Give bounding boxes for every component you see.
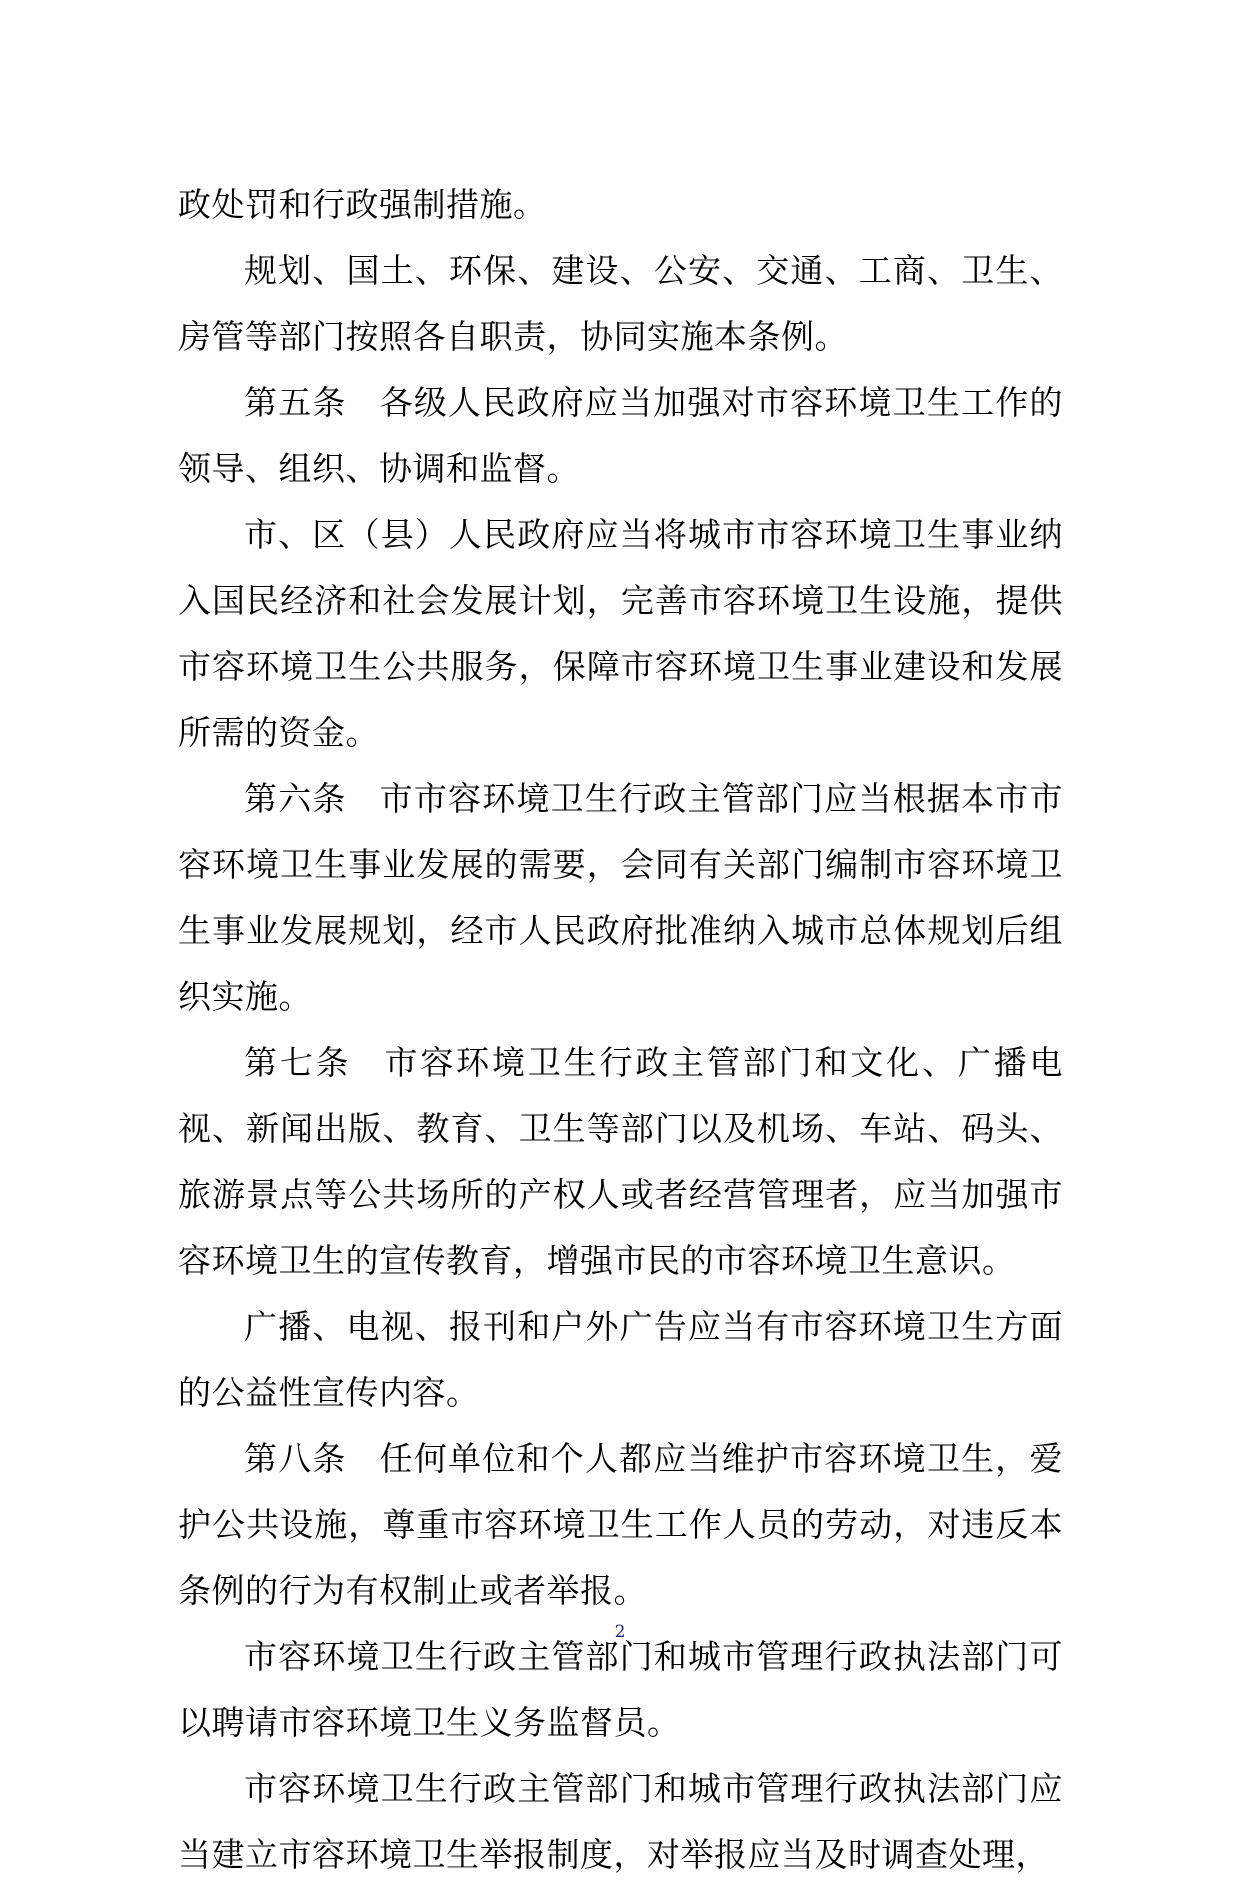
paragraph-text: 政处罚和行政强制措施。: [178, 185, 547, 224]
article-number: 第五条: [244, 383, 347, 422]
article-number: 第八条: [244, 1439, 347, 1478]
paragraph-text: 任何单位和个人都应当维护市容环境卫生，爱护公共设施，尊重市容环境卫生工作人员的劳动，对违反本条例的行为有权制止或者举报。: [178, 1439, 1064, 1610]
paragraph-1: [178, 172, 1063, 238]
paragraph-3: [178, 370, 1063, 502]
paragraph-10: [178, 1756, 1063, 1888]
paragraph-6: [178, 1030, 1063, 1294]
page-number: 2: [614, 1622, 626, 1642]
article-number: 第六条: [244, 779, 347, 818]
paragraph-text: 市市容环境卫生行政主管部门应当根据本市市容环境卫生事业发展的需要，会同有关部门编制市容环境卫生事业发展规划，经市人民政府批准纳入城市总体规划后组织实施。: [178, 779, 1064, 1016]
paragraph-text: 市容环境卫生行政主管部门和城市管理行政执法部门可以聘请市容环境卫生义务监督员。: [178, 1637, 1063, 1742]
paragraph-text: 广播、电视、报刊和户外广告应当有市容环境卫生方面的公益性宣传内容。: [178, 1307, 1063, 1412]
paragraph-9: [178, 1624, 1063, 1756]
paragraph-7: [178, 1294, 1063, 1426]
paragraph-text: 规划、国土、环保、建设、公安、交通、工商、卫生、房管等部门按照各自职责，协同实施本条例。: [178, 251, 1063, 356]
paragraph-text: 市容环境卫生行政主管部门和城市管理行政执法部门应当建立市容环境卫生举报制度，对举报应当及时调查处理，: [178, 1769, 1063, 1874]
paragraph-text: 市容环境卫生行政主管部门和文化、广播电视、新闻出版、教育、卫生等部门以及机场、车站、码头、旅游景点等公共场所的产权人或者经营管理者，应当加强市容环境卫生的宣传教育，增强市民的市容环境卫生意识。: [178, 1043, 1063, 1280]
paragraph-4: [178, 502, 1063, 766]
paragraph-text: 各级人民政府应当加强对市容环境卫生工作的领导、组织、协调和监督。: [178, 383, 1064, 488]
paragraph-8: [178, 1426, 1063, 1624]
article-number: 第七条: [244, 1043, 352, 1082]
paragraph-2: [178, 238, 1063, 370]
paragraph-text: 市、区（县）人民政府应当将城市市容环境卫生事业纳入国民经济和社会发展计划，完善市容环境卫生设施，提供市容环境卫生公共服务，保障市容环境卫生事业建设和发展所需的资金。: [178, 515, 1063, 752]
paragraph-5: [178, 766, 1063, 1030]
